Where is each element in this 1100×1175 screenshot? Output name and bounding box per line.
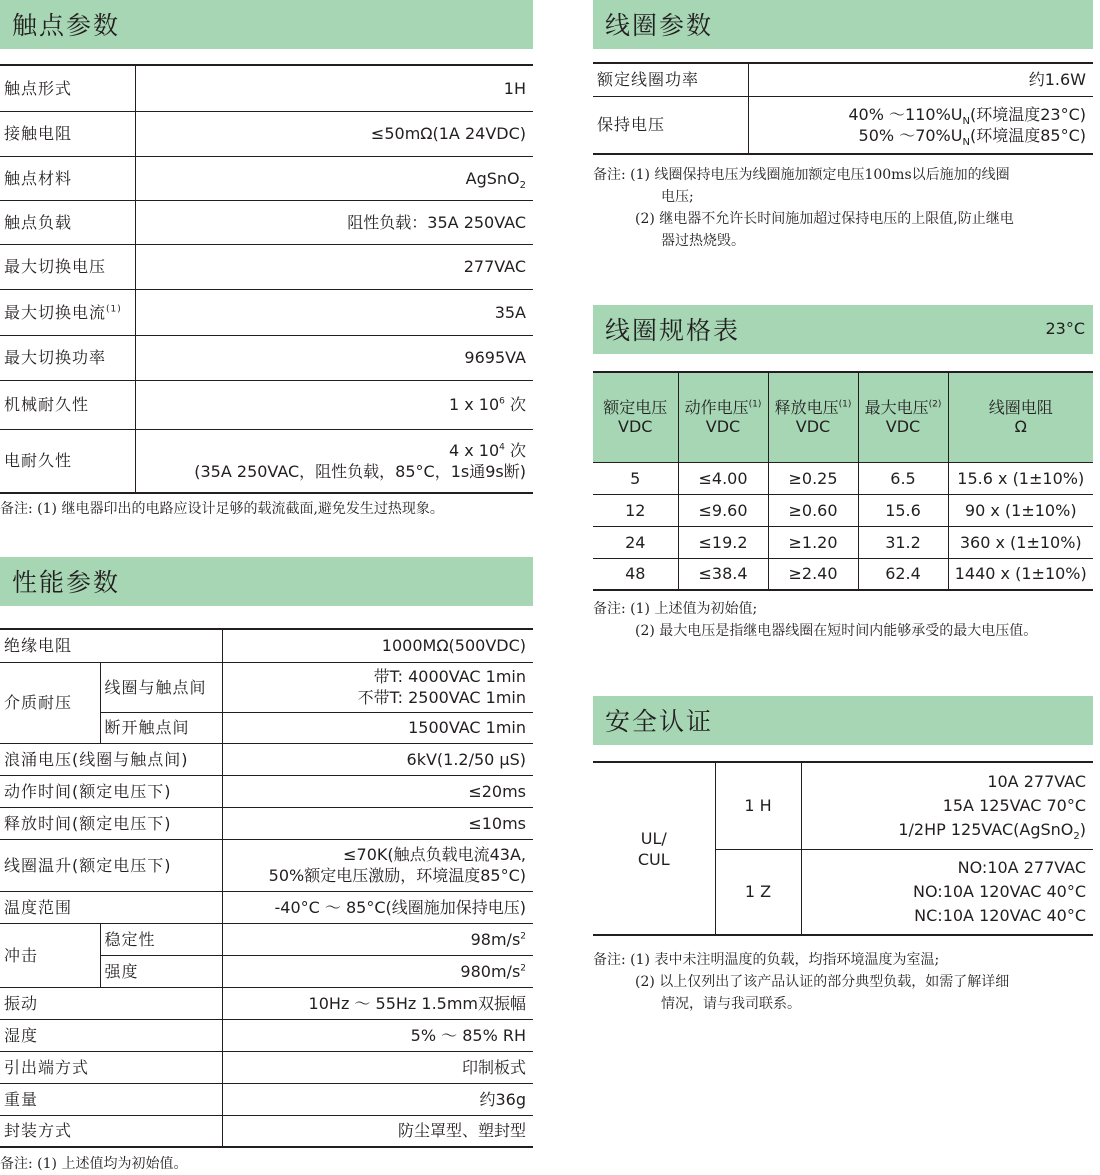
table-cell: 48 xyxy=(593,558,678,590)
row-label: 温度范围 xyxy=(0,891,222,923)
row-value: 1000MΩ(500VDC) xyxy=(222,629,533,662)
row-value: -40°C ～ 85°C(线圈施加保持电压) xyxy=(222,891,533,923)
contact-params-table xyxy=(0,64,533,494)
performance-note: 备注: (1) 上述值均为初始值。 xyxy=(0,1156,188,1172)
row-value: 印制板式 xyxy=(222,1051,533,1083)
table-row xyxy=(0,244,533,289)
performance-section-title: 性能参数 xyxy=(12,568,121,597)
row-value: 防尘罩型、塑封型 xyxy=(222,1115,533,1147)
table-row xyxy=(0,987,533,1019)
table-row xyxy=(0,380,533,429)
table-row xyxy=(593,558,1093,590)
table-row xyxy=(0,629,533,662)
row-label: 最大切换电压 xyxy=(0,244,135,289)
performance-section-header xyxy=(0,557,533,609)
coil-params-table xyxy=(593,62,1093,155)
column-header: 释放电压$^{(1)}$ VDC xyxy=(768,372,858,462)
row-label: 重量 xyxy=(0,1083,222,1115)
safety-note: 备注: (1) 表中未注明温度的负载，均指环境温度为室温; (2) 以上仅列出了该产品认证的部分典型负载，如需了解详细 情况，请与我司联系。 xyxy=(593,952,1010,1012)
table-row xyxy=(0,807,533,839)
table-cell: ≤19.2 xyxy=(678,526,768,558)
row-value: 40% $\sim 110\%U_N$(环境温度23°C) 50% $\sim 70\%U_N$(环境温度85°C) xyxy=(748,96,1093,154)
table-row xyxy=(0,200,533,244)
contact-section-header xyxy=(0,0,533,52)
row-sublabel: 强度 xyxy=(100,955,222,987)
table-cell: 62.4 xyxy=(858,558,948,590)
table-row xyxy=(0,1083,533,1115)
table-cell: 6.5 xyxy=(858,462,948,494)
coil-section-header xyxy=(593,0,1093,52)
table-cell: ≥0.25 xyxy=(768,462,858,494)
table-row xyxy=(593,762,1093,849)
table-row xyxy=(0,839,533,891)
row-label: 引出端方式 xyxy=(0,1051,222,1083)
table-cell: 12 xyxy=(593,494,678,526)
safety-section-header xyxy=(593,696,1093,748)
row-sublabel: 断开触点间 xyxy=(100,712,222,743)
row-label: 封装方式 xyxy=(0,1115,222,1147)
table-cell: 1440 x (1±10%) xyxy=(948,558,1093,590)
table-row xyxy=(0,743,533,775)
coil-note: 备注: (1) 线圈保持电压为线圈施加额定电压100ms以后施加的线圈 电压; (2) 继电器不允许长时间施加超过保持电压的上限值,防止继电 器过热烧毁。 xyxy=(593,167,1014,249)
table-row xyxy=(593,494,1093,526)
row-value: ≤10ms xyxy=(222,807,533,839)
row-label: 动作时间(额定电压下) xyxy=(0,775,222,807)
contact-form: 1 H xyxy=(715,762,801,849)
row-label: 介质耐压 xyxy=(0,662,100,743)
table-cell: 31.2 xyxy=(858,526,948,558)
row-value: ≤20ms xyxy=(222,775,533,807)
row-label: 绝缘电阻 xyxy=(0,629,222,662)
spec-note: 备注: (1) 上述值为初始值; (2) 最大电压是指继电器线圈在短时间内能够承受的最大电压值。 xyxy=(593,601,1038,639)
table-row xyxy=(0,335,533,380)
cert-ratings: 10A 277VAC 15A 125VAC 70°C 1/2HP 125VAC(AgSnO$_2$) xyxy=(801,762,1093,849)
spec-section-header xyxy=(593,305,1093,357)
table-row xyxy=(0,775,533,807)
row-label: 线圈温升(额定电压下) xyxy=(0,839,222,891)
cert-ratings: NO:10A 277VAC NO:10A 120VAC 40°C NC:10A 120VAC 40°C xyxy=(801,849,1093,935)
cert-agency: UL/ CUL xyxy=(593,762,715,935)
table-row xyxy=(0,65,533,111)
row-label: 湿度 xyxy=(0,1019,222,1051)
row-label: 释放时间(额定电压下) xyxy=(0,807,222,839)
row-value: 10Hz ～ 55Hz 1.5mm双振幅 xyxy=(222,987,533,1019)
row-sublabel: 稳定性 xyxy=(100,923,222,955)
coil-spec-table xyxy=(593,371,1093,591)
table-row xyxy=(0,156,533,200)
table-row xyxy=(593,462,1093,494)
row-value: 1H xyxy=(135,65,533,111)
table-row xyxy=(0,111,533,156)
contact-note: 备注: (1) 继电器印出的电路应设计足够的载流截面,避免发生过热现象。 xyxy=(0,501,444,517)
row-label: 保持电压 xyxy=(593,96,748,154)
table-cell: 24 xyxy=(593,526,678,558)
coil-section-title: 线圈参数 xyxy=(605,11,714,40)
performance-params-table xyxy=(0,628,533,1148)
table-cell: ≤4.00 xyxy=(678,462,768,494)
table-cell: 90 x (1±10%) xyxy=(948,494,1093,526)
table-cell: 5 xyxy=(593,462,678,494)
column-header: 线圈电阻 Ω xyxy=(948,372,1093,462)
row-label: 接触电阻 xyxy=(0,111,135,156)
row-label: 机械耐久性 xyxy=(0,380,135,429)
row-label: 触点形式 xyxy=(0,65,135,111)
contact-section-title: 触点参数 xyxy=(12,11,121,40)
row-value: AgSnO$_2$ xyxy=(135,156,533,200)
row-value: 带T: 4000VAC 1min 不带T: 2500VAC 1min xyxy=(222,662,533,712)
row-value: $98m/s^2$ xyxy=(222,923,533,955)
table-cell: ≥1.20 xyxy=(768,526,858,558)
row-value: ≤70K(触点负载电流43A, 50%额定电压激励，环境温度85°C) xyxy=(222,839,533,891)
row-value: 9695VA xyxy=(135,335,533,380)
column-header: 额定电压 VDC xyxy=(593,372,678,462)
table-cell: ≤38.4 xyxy=(678,558,768,590)
row-value: 1500VAC 1min xyxy=(222,712,533,743)
row-value: 277VAC xyxy=(135,244,533,289)
row-label: 最大切换功率 xyxy=(0,335,135,380)
row-value: 5% ～ 85% RH xyxy=(222,1019,533,1051)
column-header: 动作电压$^{(1)}$ VDC xyxy=(678,372,768,462)
row-label: 额定线圈功率 xyxy=(593,63,748,96)
table-row xyxy=(0,289,533,335)
table-cell: ≥2.40 xyxy=(768,558,858,590)
table-header-row xyxy=(593,372,1093,462)
row-label: 浪涌电压(线圈与触点间) xyxy=(0,743,222,775)
row-value: ≤50mΩ(1A 24VDC) xyxy=(135,111,533,156)
table-cell: 15.6 x (1±10%) xyxy=(948,462,1093,494)
row-value: $980m/s^2$ xyxy=(222,955,533,987)
table-row xyxy=(593,526,1093,558)
row-label: 电耐久性 xyxy=(0,429,135,493)
table-row xyxy=(0,891,533,923)
row-label: 最大切换电流$^{(1)}$ xyxy=(0,289,135,335)
table-row xyxy=(0,662,533,712)
row-value: 6kV(1.2/50 μS) xyxy=(222,743,533,775)
safety-section-title: 安全认证 xyxy=(605,707,714,736)
row-value: 约36g xyxy=(222,1083,533,1115)
table-row xyxy=(0,1051,533,1083)
table-row xyxy=(0,1019,533,1051)
column-header: 最大电压$^{(2)}$ VDC xyxy=(858,372,948,462)
table-row xyxy=(0,923,533,955)
row-value: 35A xyxy=(135,289,533,335)
table-row xyxy=(593,63,1093,96)
table-row xyxy=(0,1115,533,1147)
table-row xyxy=(593,96,1093,154)
table-cell: ≤9.60 xyxy=(678,494,768,526)
row-label: 振动 xyxy=(0,987,222,1019)
row-value: 阻性负载：35A 250VAC xyxy=(135,200,533,244)
row-value: 4 x $10^4$ 次 (35A 250VAC，阻性负载，85°C，1s通9s断) xyxy=(135,429,533,493)
row-label: 触点材料 xyxy=(0,156,135,200)
spec-section-title: 线圈规格表 xyxy=(605,316,741,345)
row-label: 触点负载 xyxy=(0,200,135,244)
table-cell: ≥0.60 xyxy=(768,494,858,526)
contact-form: 1 Z xyxy=(715,849,801,935)
spec-temperature: 23°C xyxy=(1045,319,1085,338)
row-value: 1 x $10^6$ 次 xyxy=(135,380,533,429)
table-cell: 15.6 xyxy=(858,494,948,526)
row-value: 约1.6W xyxy=(748,63,1093,96)
row-sublabel: 线圈与触点间 xyxy=(100,662,222,712)
table-cell: 360 x (1±10%) xyxy=(948,526,1093,558)
table-row xyxy=(0,429,533,493)
safety-cert-table xyxy=(593,761,1093,936)
row-label: 冲击 xyxy=(0,923,100,987)
